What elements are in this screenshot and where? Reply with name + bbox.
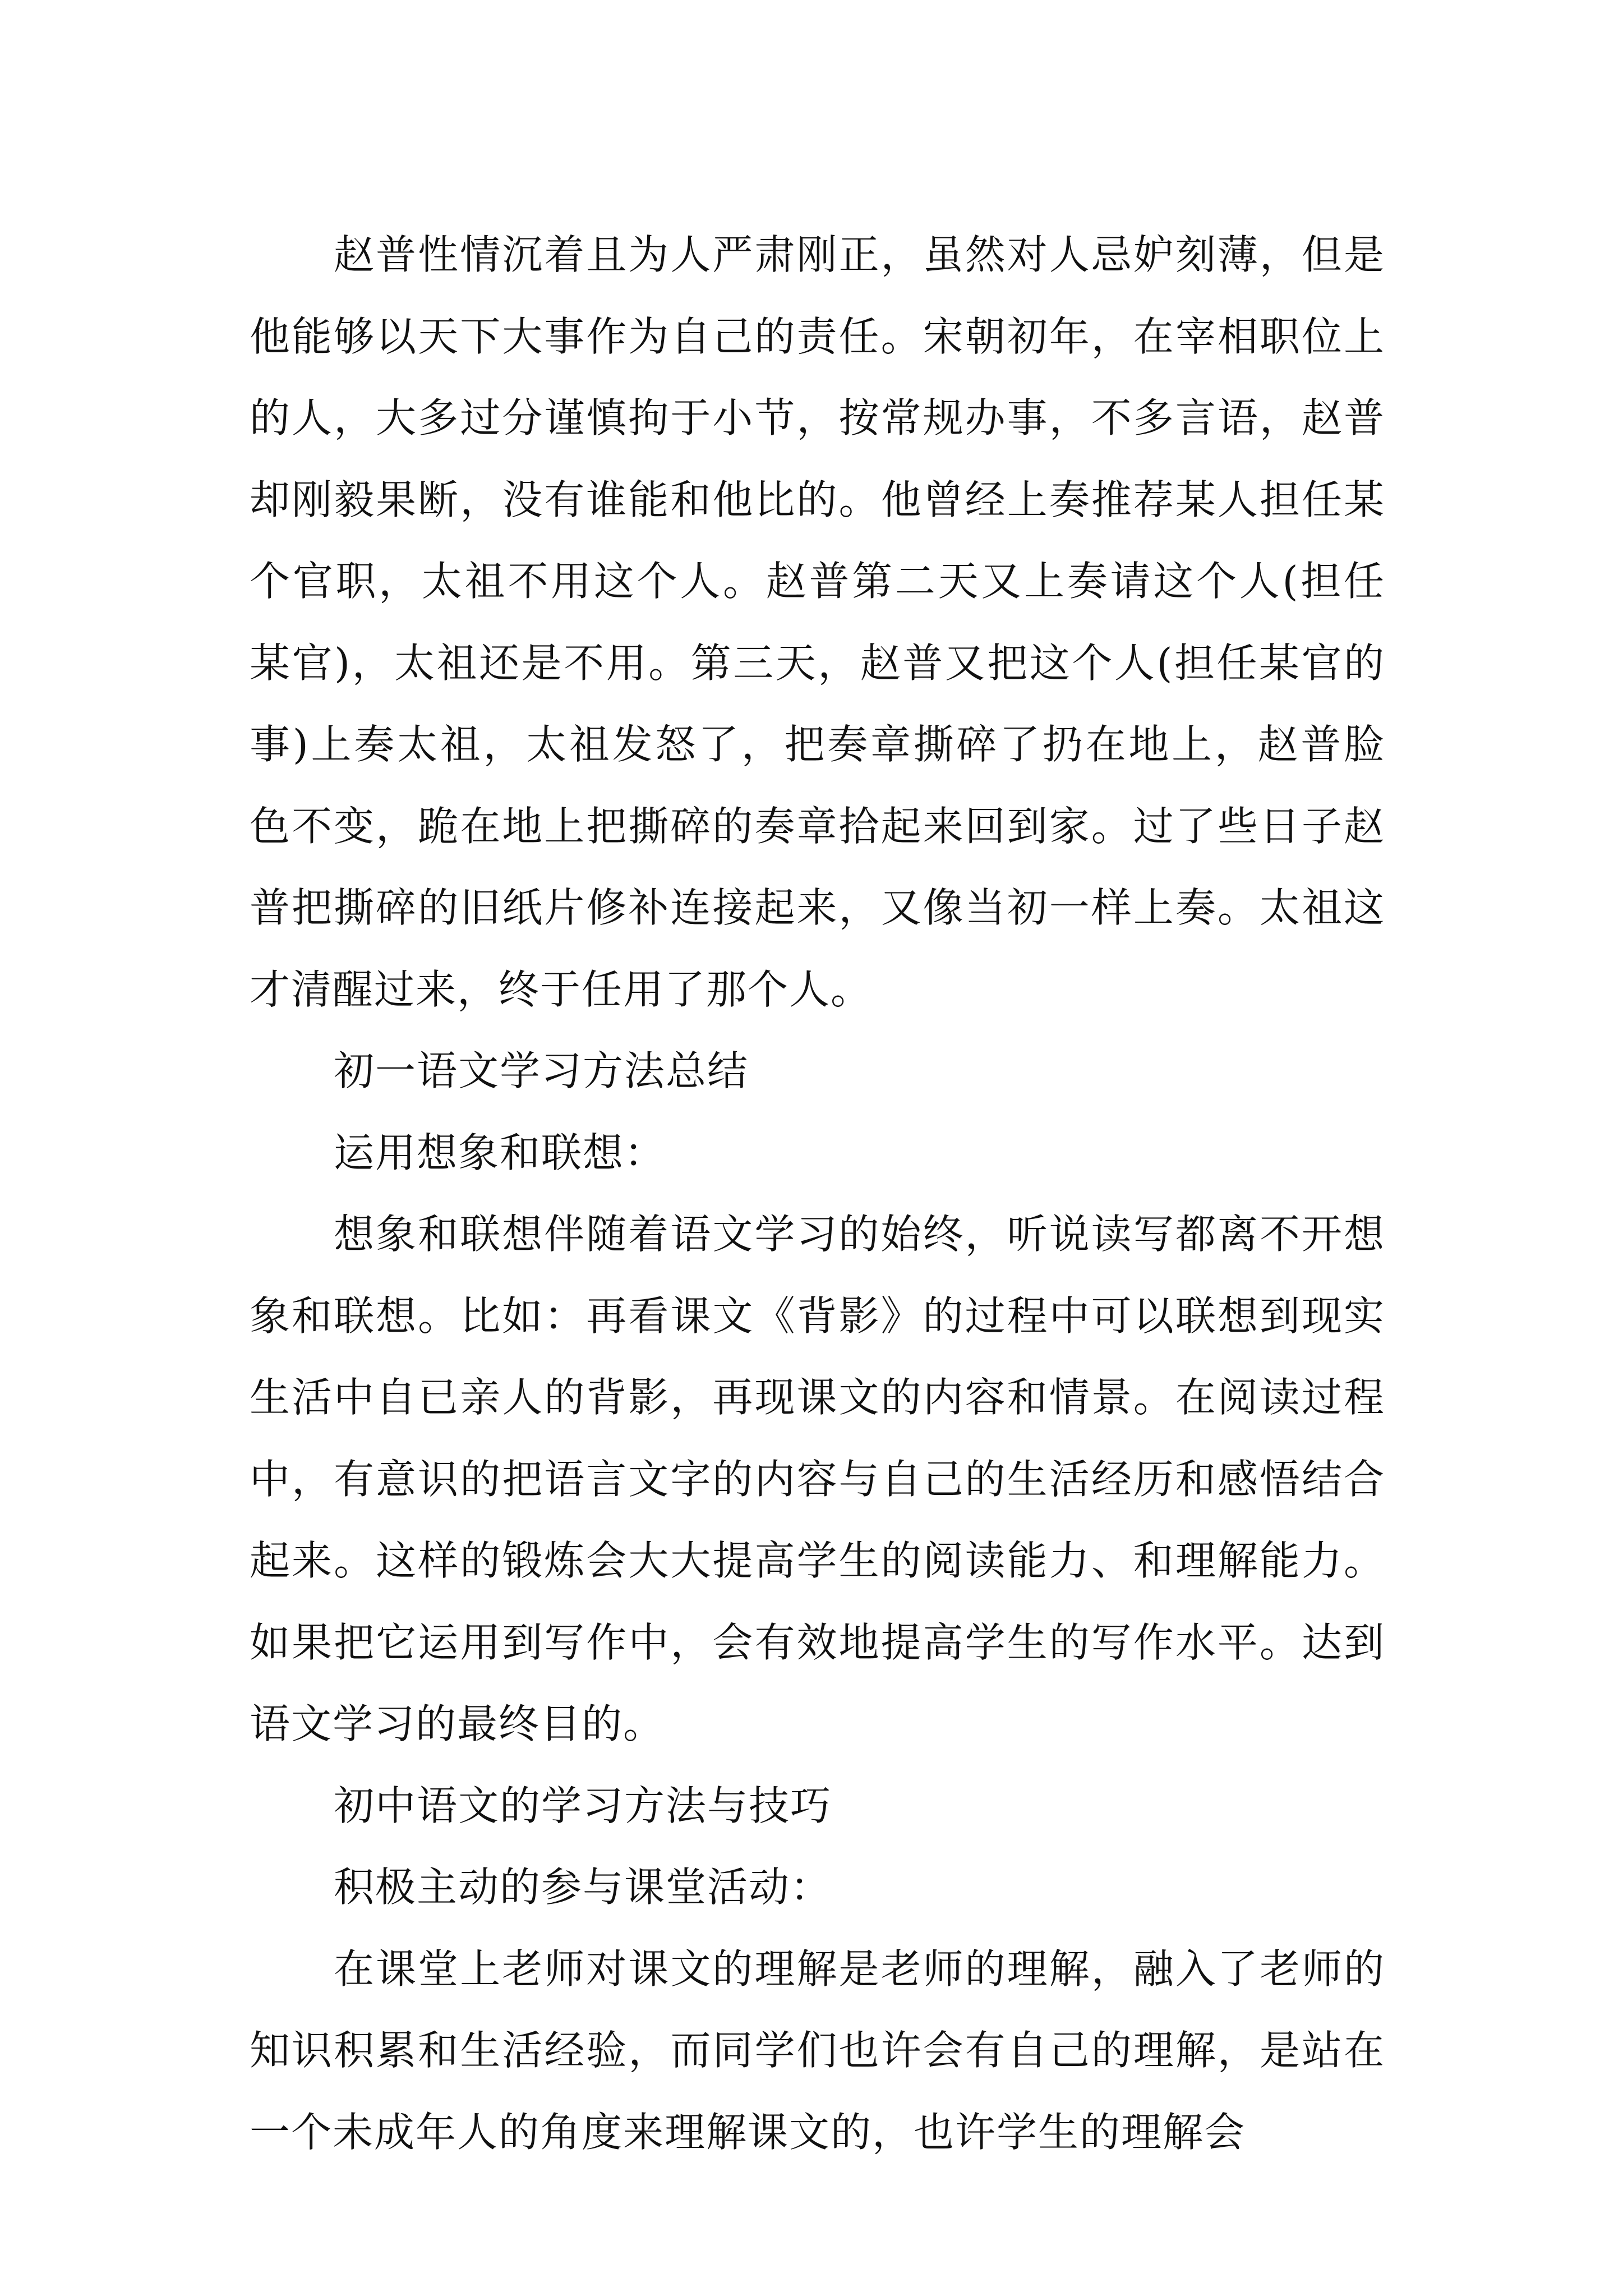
- paragraph-imagination: 想象和联想伴随着语文学习的始终，听说读写都离不开想象和联想。比如：再看课文《背影》的过程中可以联想到现实生活中自已亲人的背影，再现课文的内容和情景。在阅读过程中，有意识的把语言文字的内容与自己的生活经历和感悟结合起来。这样的锻炼会大大提高学生的阅读能力、和理解能力。如果把它运用到写作中，会有效地提高学生的写作水平。达到语文学习的最终目的。: [250, 1211, 1385, 1747]
- subheading-imagination: 运用想象和联想：: [334, 1129, 666, 1176]
- heading-methods-and-techniques: 初中语文的学习方法与技巧: [334, 1782, 832, 1829]
- heading-grade-one-method-summary: 初一语文学习方法总结: [334, 1047, 749, 1094]
- subheading-class-participation: 积极主动的参与课堂活动：: [334, 1864, 832, 1911]
- paragraph-zhao-pu-story: 赵普性情沉着且为人严肃刚正，虽然对人忌妒刻薄，但是他能够以天下大事作为自己的责任。宋朝初年，在宰相职位上的人，大多过分谨慎拘于小节，按常规办事，不多言语，赵普却刚毅果断，没有谁能和他比的。他曾经上奏推荐某人担任某个官职，太祖不用这个人。赵普第二天又上奏请这个人(担任某官)，太祖还是不用。第三天，赵普又把这个人(担任某官的事)上奏太祖，太祖发怒了，把奏章撕碎了扔在地上，赵普脸色不变，跪在地上把撕碎的奏章拾起来回到家。过了些日子赵普把撕碎的旧纸片修补连接起来，又像当初一样上奏。太祖这才清醒过来，终于任用了那个人。: [250, 231, 1385, 1013]
- document-body: [250, 214, 1385, 2173]
- paragraph-class-participation: 在课堂上老师对课文的理解是老师的理解，融入了老师的知识积累和生活经验，而同学们也许会有自己的理解，是站在一个未成年人的角度来理解课文的，也许学生的理解会: [250, 1945, 1385, 2156]
